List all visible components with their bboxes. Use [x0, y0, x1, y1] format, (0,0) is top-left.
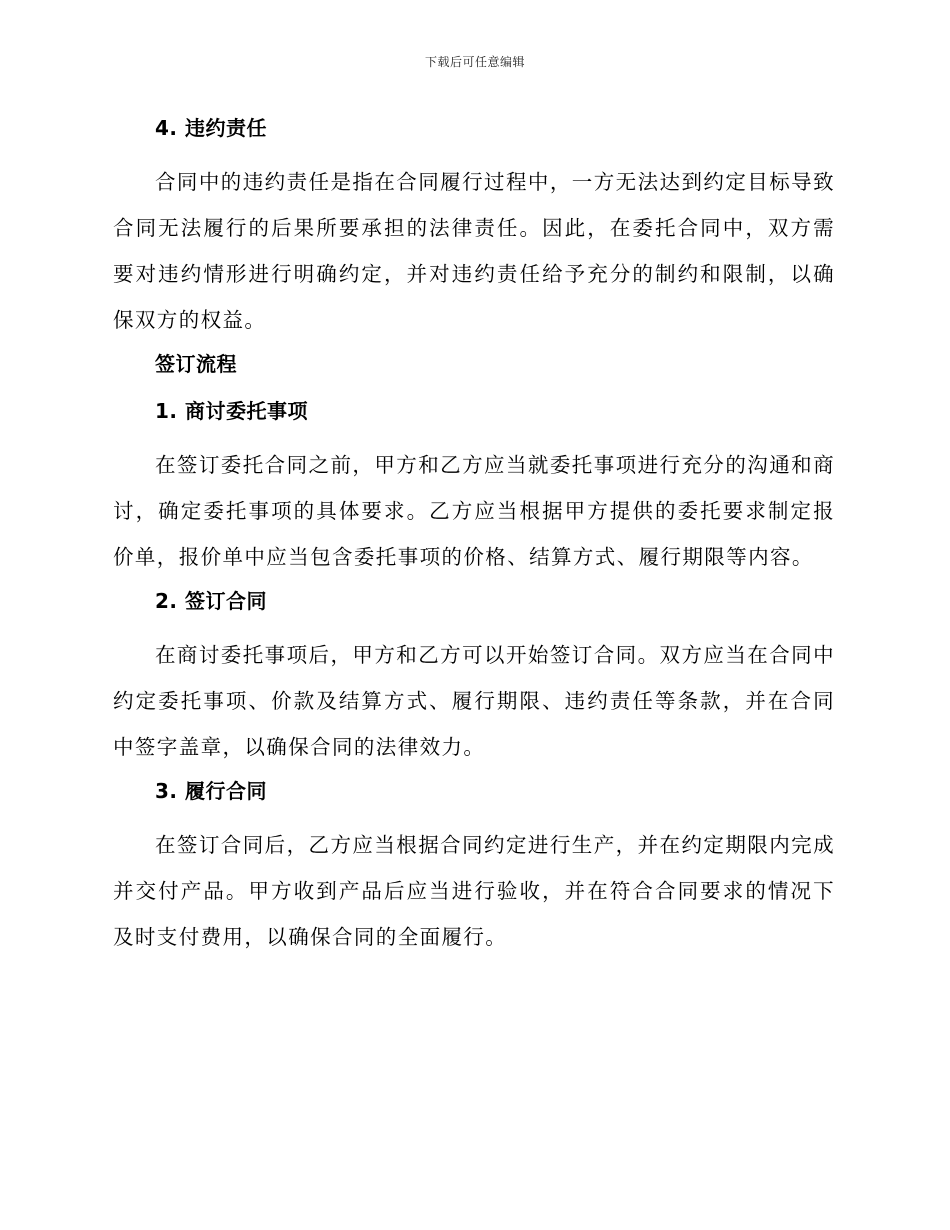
paragraph-perform-contract: 在签订合同后，乙方应当根据合同约定进行生产，并在约定期限内完成并交付产品。甲方收到产品后应当进行验收，并在符合合同要求的情况下及时支付费用，以确保合同的全面履行。 — [113, 833, 835, 949]
document-body — [113, 112, 835, 965]
paragraph-negotiate-matters: 在签订委托合同之前，甲方和乙方应当就委托事项进行充分的沟通和商讨，确定委托事项的具体要求。乙方应当根据甲方提供的委托要求制定报价单，报价单中应当包含委托事项的价格、结算方式、履行期限等内容。 — [113, 453, 835, 569]
section-heading-sign-contract: 2. 签订合同 — [155, 589, 267, 613]
section-heading-breach-liability: 4. 违约责任 — [155, 116, 267, 140]
section-heading-negotiate-matters: 1. 商讨委托事项 — [155, 399, 308, 423]
section-heading-signing-process: 签订流程 — [155, 352, 237, 376]
paragraph-breach-liability: 合同中的违约责任是指在合同履行过程中，一方无法达到约定目标导致合同无法履行的后果所要承担的法律责任。因此，在委托合同中，双方需要对违约情形进行明确约定，并对违约责任给予充分的制约和限制，以确保双方的权益。 — [113, 170, 835, 332]
paragraph-sign-contract: 在商讨委托事项后，甲方和乙方可以开始签订合同。双方应当在合同中约定委托事项、价款及结算方式、履行期限、违约责任等条款，并在合同中签字盖章，以确保合同的法律效力。 — [113, 643, 835, 759]
page-header: 下载后可任意编辑 — [424, 55, 525, 69]
section-heading-perform-contract: 3. 履行合同 — [155, 779, 267, 803]
